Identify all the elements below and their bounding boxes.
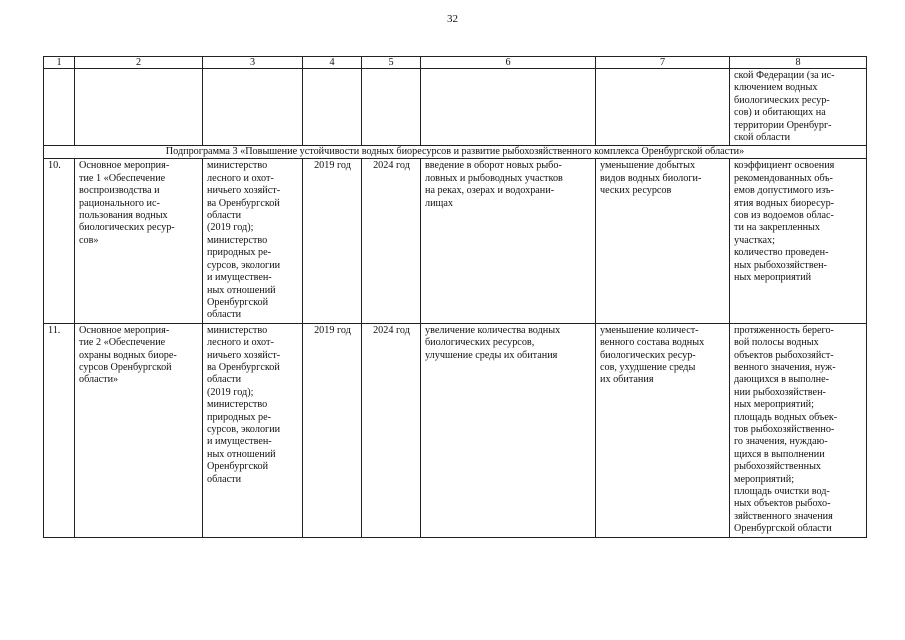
result-cell: увеличение количества водных биологических ресурсов, улучшение среды их обитания xyxy=(421,323,596,537)
table-cell xyxy=(421,69,596,146)
column-number: 4 xyxy=(303,57,362,69)
measure-name-cell: Основное мероприя- тие 1 «Обеспечение воспроизводства и рационального ис- пользования водных биологических ресур- сов» xyxy=(75,159,203,323)
page-number: 32 xyxy=(447,13,458,25)
column-number: 3 xyxy=(203,57,303,69)
start-year-cell: 2019 год xyxy=(303,323,362,537)
result-cell: введение в оборот новых рыбо- ловных и рыбоводных участков на реках, озерах и водохрани- лищах xyxy=(421,159,596,323)
table-cell xyxy=(303,69,362,146)
table-cell xyxy=(44,69,75,146)
row-number: 11. xyxy=(44,323,75,537)
indicator-cell: ской Федерации (за ис- ключением водных биологических ресур- сов) и обитающих на территории Оренбург- ской области xyxy=(730,69,867,146)
indicator-cell: протяженность берего- вой полосы водных объектов рыбохозяйст- венного значения, нуж- дающихся в выполне- нии рыбохозяйствен- ных мероприятий; площадь водных объек- тов рыбохозяйственно- го значения, нуждаю- щихся в выполнении рыбохозяйственных мероприятий; площадь очистки вод- ных объектов рыбохо- зяйственного значения Оренбургской области xyxy=(730,323,867,537)
consequence-cell: уменьшение добытых видов водных биологи- ческих ресурсов xyxy=(596,159,730,323)
table-row xyxy=(44,323,867,537)
executor-cell: министерство лесного и охот- ничьего хозяйст- ва Оренбургской области (2019 год); министерство природных ре- сурсов, экологии и имуществен- ных отношений Оренбургской области xyxy=(203,159,303,323)
table-row xyxy=(44,159,867,323)
program-table xyxy=(43,56,867,538)
column-number: 5 xyxy=(362,57,421,69)
start-year-cell: 2019 год xyxy=(303,159,362,323)
subprogram-title: Подпрограмма 3 «Повышение устойчивости водных биоресурсов и развитие рыбохозяйственного комплекса Оренбургской области» xyxy=(44,146,867,159)
column-number-row xyxy=(44,57,867,69)
subprogram-row xyxy=(44,146,867,159)
row-number: 10. xyxy=(44,159,75,323)
end-year-cell: 2024 год xyxy=(362,323,421,537)
consequence-cell: уменьшение количест- венного состава водных биологических ресур- сов, ухудшение среды их обитания xyxy=(596,323,730,537)
column-number: 2 xyxy=(75,57,203,69)
end-year-cell: 2024 год xyxy=(362,159,421,323)
table-cell xyxy=(203,69,303,146)
column-number: 6 xyxy=(421,57,596,69)
indicator-cell: коэффициент освоения рекомендованных объ- емов допустимого изъ- ятия водных биоресур- сов из водоемов облас- ти на закрепленных участках; количество проведен- ных рыбохозяйствен- ных мероприятий xyxy=(730,159,867,323)
column-number: 7 xyxy=(596,57,730,69)
continuation-row xyxy=(44,69,867,146)
measure-name-cell: Основное мероприя- тие 2 «Обеспечение охраны водных биоре- сурсов Оренбургской области» xyxy=(75,323,203,537)
executor-cell: министерство лесного и охот- ничьего хозяйст- ва Оренбургской области (2019 год); министерство природных ре- сурсов, экологии и имуществен- ных отношений Оренбургской области xyxy=(203,323,303,537)
column-number: 1 xyxy=(44,57,75,69)
table-cell xyxy=(596,69,730,146)
table-cell xyxy=(75,69,203,146)
column-number: 8 xyxy=(730,57,867,69)
table-cell xyxy=(362,69,421,146)
